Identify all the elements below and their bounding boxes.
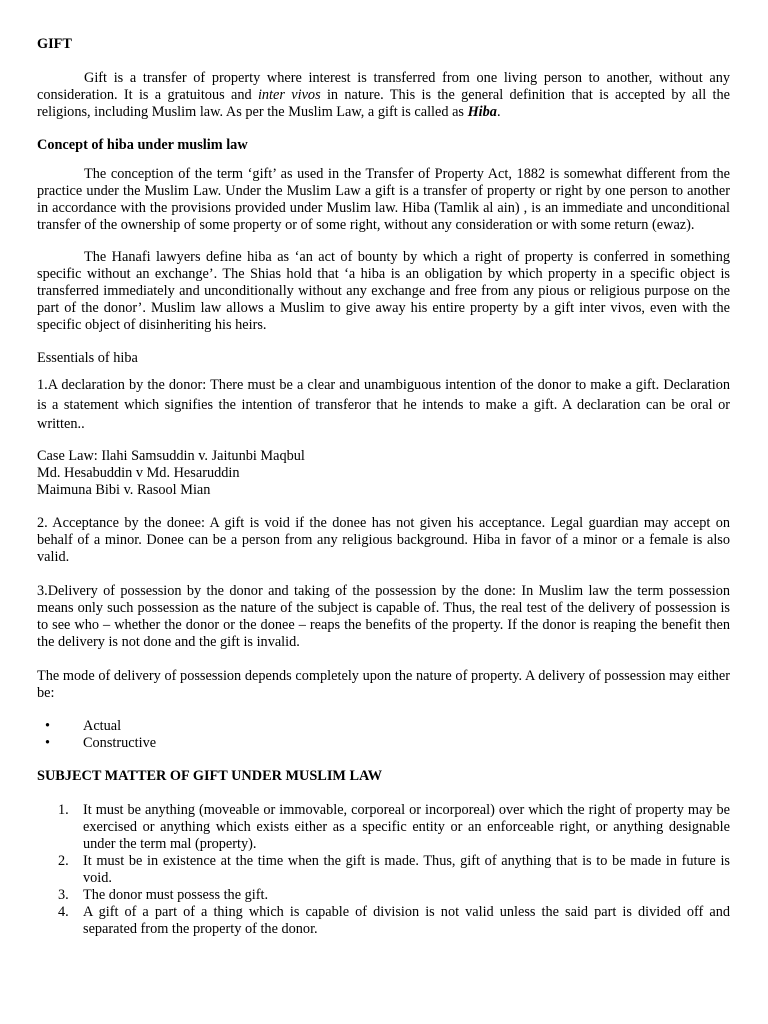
essential-acceptance: 2. Acceptance by the donee: A gift is void if the donee has not given his acceptance. Legal guardian may accept on behalf of a minor. Donee can be a person from any religious background. Hiba in favor of a minor or a female is also valid. [37, 514, 730, 565]
delivery-mode-paragraph: The mode of delivery of possession depends completely upon the nature of property. A delivery of possession may either be: [37, 667, 730, 701]
essentials-heading: Essentials of hiba [37, 350, 138, 366]
list-item: • Constructive [83, 735, 730, 752]
case-law-list [37, 448, 730, 499]
essential-declaration: 1.A declaration by the donor: There must be a clear and unambiguous intention of the donor to make a gift. Declaration is a statement which signifies the intention of transferor that he intends to make a gift. A declaration can be oral or written.. [37, 377, 730, 432]
list-item [58, 886, 730, 904]
document-title: GIFT [37, 36, 72, 52]
delivery-types-list [37, 718, 730, 752]
case-law-line: Md. Hesabuddin v Md. Hesaruddin [37, 464, 240, 481]
concept-paragraph-2: The Hanafi lawyers define hiba as ‘an act of bounty by which a right of property is conferred in something specific without an exchange’. The Shias hold that ‘a hiba is an obligation by which property in a specific object is transferred immediately and unconditionally without any exchange and free from any pious or religious purpose on the part of the donor’. Muslim law allows a Muslim to give away his entire property by a gift inter vivos, even with the specific object of disinheriting his heirs. [37, 249, 730, 333]
case-law-line: Maimuna Bibi v. Rasool Mian [37, 481, 211, 498]
essential-delivery: 3.Delivery of possession by the donor and taking of the possession by the done: In Muslim law the term possession means only such possession as the nature of the subject is capable of. Thus, the real test of the delivery of possession is to see who – whether the donor or the donee – reaps the benefits of the property. If the donor is reaping the benefit then the delivery is not done and the gift is invalid. [37, 582, 730, 650]
item-number: 2. [58, 852, 69, 869]
intro-text-2: in nature. This is the general definition that is accepted by all the religions, including Muslim law. As per the Muslim Law, a gift is called as [37, 87, 731, 120]
concept-paragraph-1: The conception of the term ‘gift’ as used in the Transfer of Property Act, 1882 is somewhat different from the practice under the Muslim Law. Under the Muslim Law a gift is a transfer of property or right by one person to another in accordance with the provisions provided under Muslim law. Hiba (Tamlik al ain) , is an immediate and unconditional transfer of the ownership of some property or of some right, without any consideration or with some return (ewaz). [37, 166, 730, 233]
hiba-term: Hiba [467, 104, 497, 120]
intro-italic-term: inter vivos [257, 87, 321, 103]
item-text: It must be in existence at the time when the gift is made. Thus, gift of anything that is to be made in future is void. [83, 852, 730, 886]
list-item [58, 801, 730, 853]
subject-matter-list [37, 802, 730, 938]
case-law-line: Case Law: Ilahi Samsuddin v. Jaitunbi Maqbul [37, 447, 305, 464]
list-item: • Actual [83, 718, 730, 735]
item-number: 3. [58, 886, 69, 903]
concept-heading: Concept of hiba under muslim law [37, 137, 248, 153]
intro-paragraph [37, 70, 730, 121]
intro-end: . [496, 104, 501, 120]
item-number: 1. [58, 801, 69, 818]
item-number: 4. [58, 903, 69, 920]
item-text: A gift of a part of a thing which is capable of division is not valid unless the said part is divided off and separated from the property of the donor. [83, 903, 730, 937]
subject-matter-heading: SUBJECT MATTER OF GIFT UNDER MUSLIM LAW [37, 767, 383, 784]
item-text: It must be anything (moveable or immovable, corporeal or incorporeal) over which the right of property may be exercised or anything which exists either as a specific entity or an enforceable right, or anything designable under the term mal (property). [83, 801, 730, 852]
list-item [58, 852, 730, 887]
item-text: The donor must possess the gift. [83, 886, 269, 903]
intro-text-1: Gift is a transfer of property where interest is transferred from one living person to another, without any consideration. It is a gratuitous and [37, 70, 730, 103]
list-item [58, 903, 730, 938]
